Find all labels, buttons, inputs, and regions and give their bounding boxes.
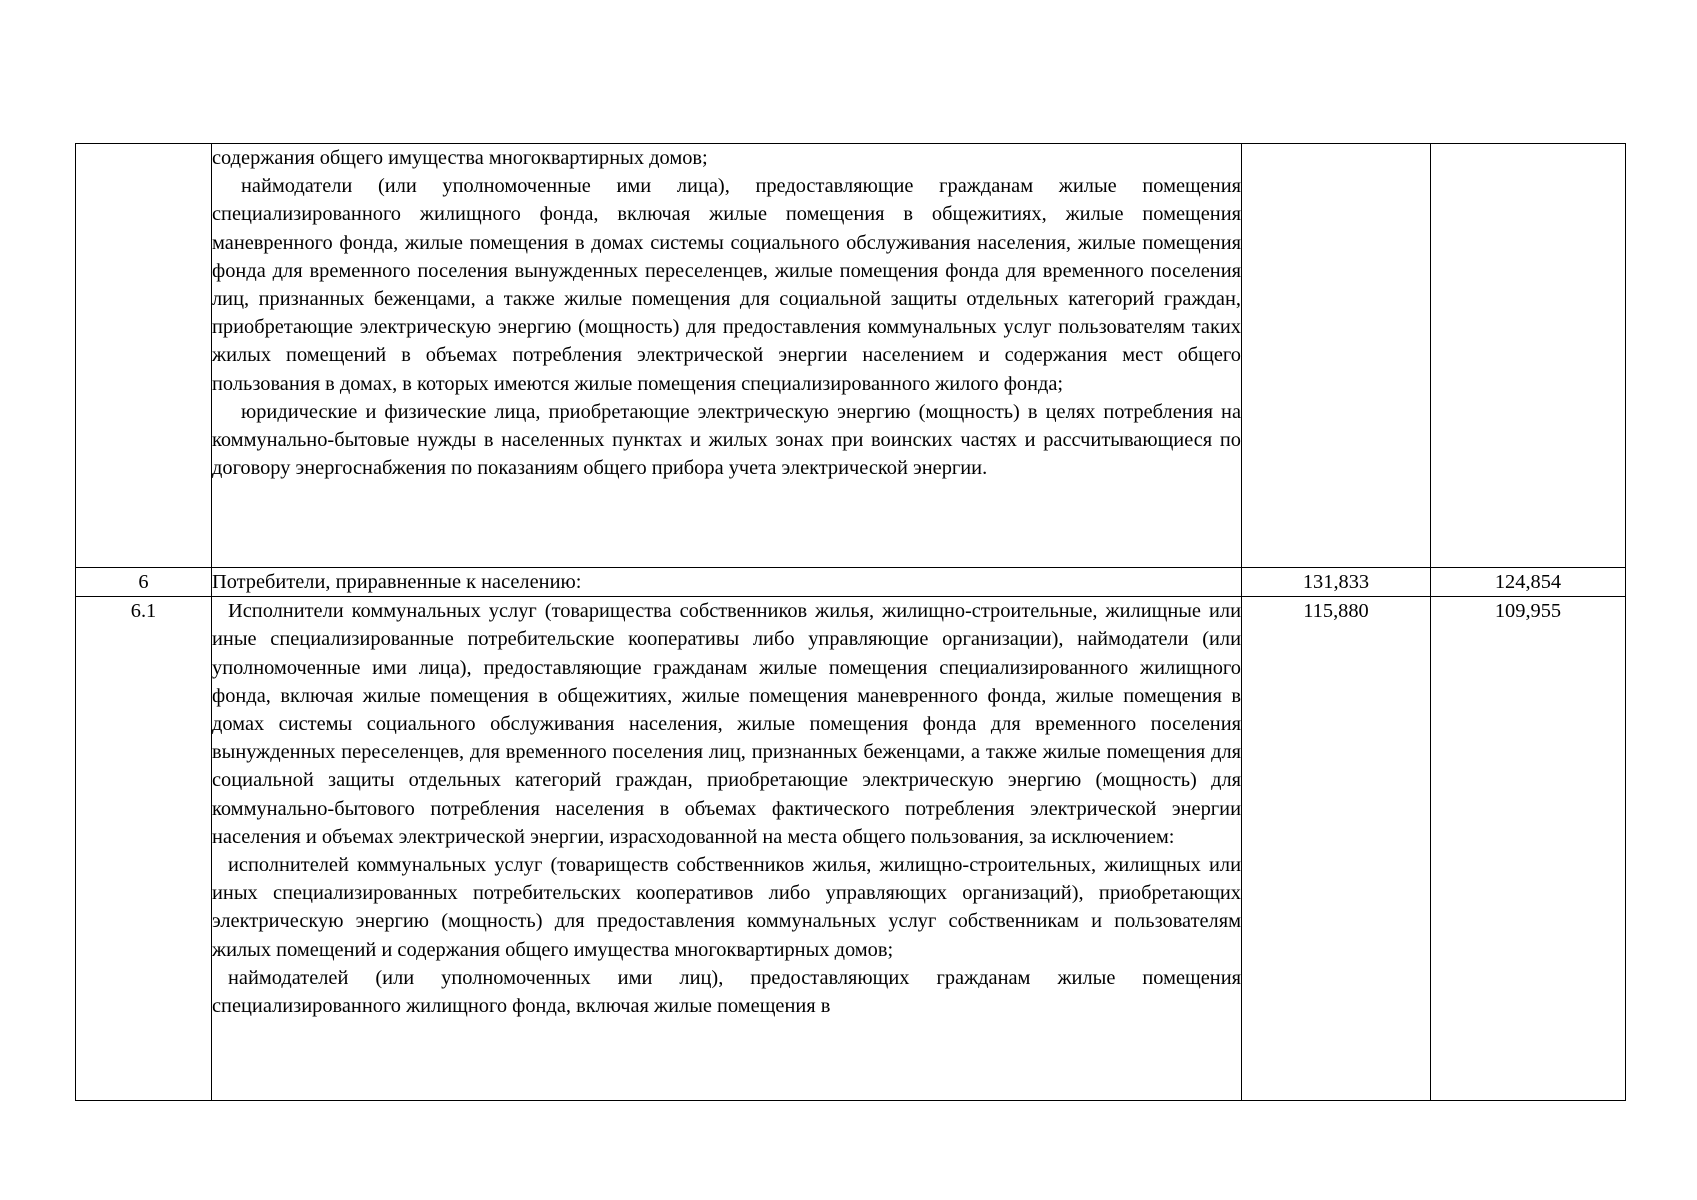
description-paragraph: наймодателей (или уполномоченных ими лиц), предоставляющих гражданам жилые помещения специализированного жилищного фонда, включая жилые помещения в	[212, 966, 1241, 1018]
tariff-table	[75, 143, 1626, 1101]
row-number-cell: 6.1	[76, 597, 212, 1101]
value-cell-1: 131,833	[1242, 568, 1431, 597]
table-row-6-1	[76, 597, 1626, 1101]
value-cell-2: 109,955	[1431, 597, 1626, 1101]
description-paragraph: исполнителей коммунальных услуг (товариществ собственников жилья, жилищно-строительных, жилищных или иных специализированных потребительских кооперативов либо управляющих организаций), приобретающих электрическую энергию (мощность) для предоставления коммунальных услуг собственникам и пользователям жилых помещений и содержания общего имущества многоквартирных домов;	[212, 854, 1241, 961]
row-number-cell: 6	[76, 568, 212, 597]
table-row-continuation	[76, 144, 1626, 568]
value-cell-1: 115,880	[1242, 597, 1431, 1101]
value-cell-2: 124,854	[1431, 568, 1626, 597]
description-cell	[212, 597, 1242, 1101]
description-paragraph: юридические и физические лица, приобретающие электрическую энергию (мощность) в целях потребления на коммунально-бытовые нужды в населенных пунктах и жилых зонах при воинских частях и рассчитывающиеся по договору энергоснабжения по показаниям общего прибора учета электрической энергии.	[212, 400, 1241, 480]
value-cell-2	[1431, 144, 1626, 568]
table-row-6	[76, 568, 1626, 597]
description-cell: Потребители, приравненные к населению:	[212, 568, 1242, 597]
value-cell-1	[1242, 144, 1431, 568]
description-paragraph: содержания общего имущества многоквартирных домов;	[212, 147, 708, 169]
description-cell	[212, 144, 1242, 568]
description-paragraph: наймодатели (или уполномоченные ими лица), предоставляющие гражданам жилые помещения специализированного жилищного фонда, включая жилые помещения в общежитиях, жилые помещения маневренного фонда, жилые помещения в домах системы социального обслуживания населения, жилые помещения фонда для временного поселения вынужденных переселенцев, жилые помещения фонда для временного поселения лиц, признанных беженцами, а также жилые помещения для социальной защиты отдельных категорий граждан, приобретающие электрическую энергию (мощность) для предоставления коммунальных услуг пользователям таких жилых помещений в объемах потребления электрической энергии населением и содержания мест общего пользования в домах, в которых имеются жилые помещения специализированного жилого фонда;	[212, 175, 1241, 395]
description-paragraph: Исполнители коммунальных услуг (товарищества собственников жилья, жилищно-строительные, жилищные или иные специализированные потребительские кооперативы либо управляющие организации), наймодатели (или уполномоченные ими лица), предоставляющие гражданам жилые помещения специализированного жилищного фонда, включая жилые помещения в общежитиях, жилые помещения маневренного фонда, жилые помещения в домах системы социального обслуживания населения, жилые помещения фонда для временного поселения вынужденных переселенцев, для временного поселения лиц, признанных беженцами, а также жилые помещения для социальной защиты отдельных категорий граждан, приобретающие электрическую энергию (мощность) для коммунально-бытового потребления населения в объемах фактического потребления электрической энергии населения и объемах электрической энергии, израсходованной на места общего пользования, за исключением:	[212, 600, 1241, 848]
row-number-cell	[76, 144, 212, 568]
